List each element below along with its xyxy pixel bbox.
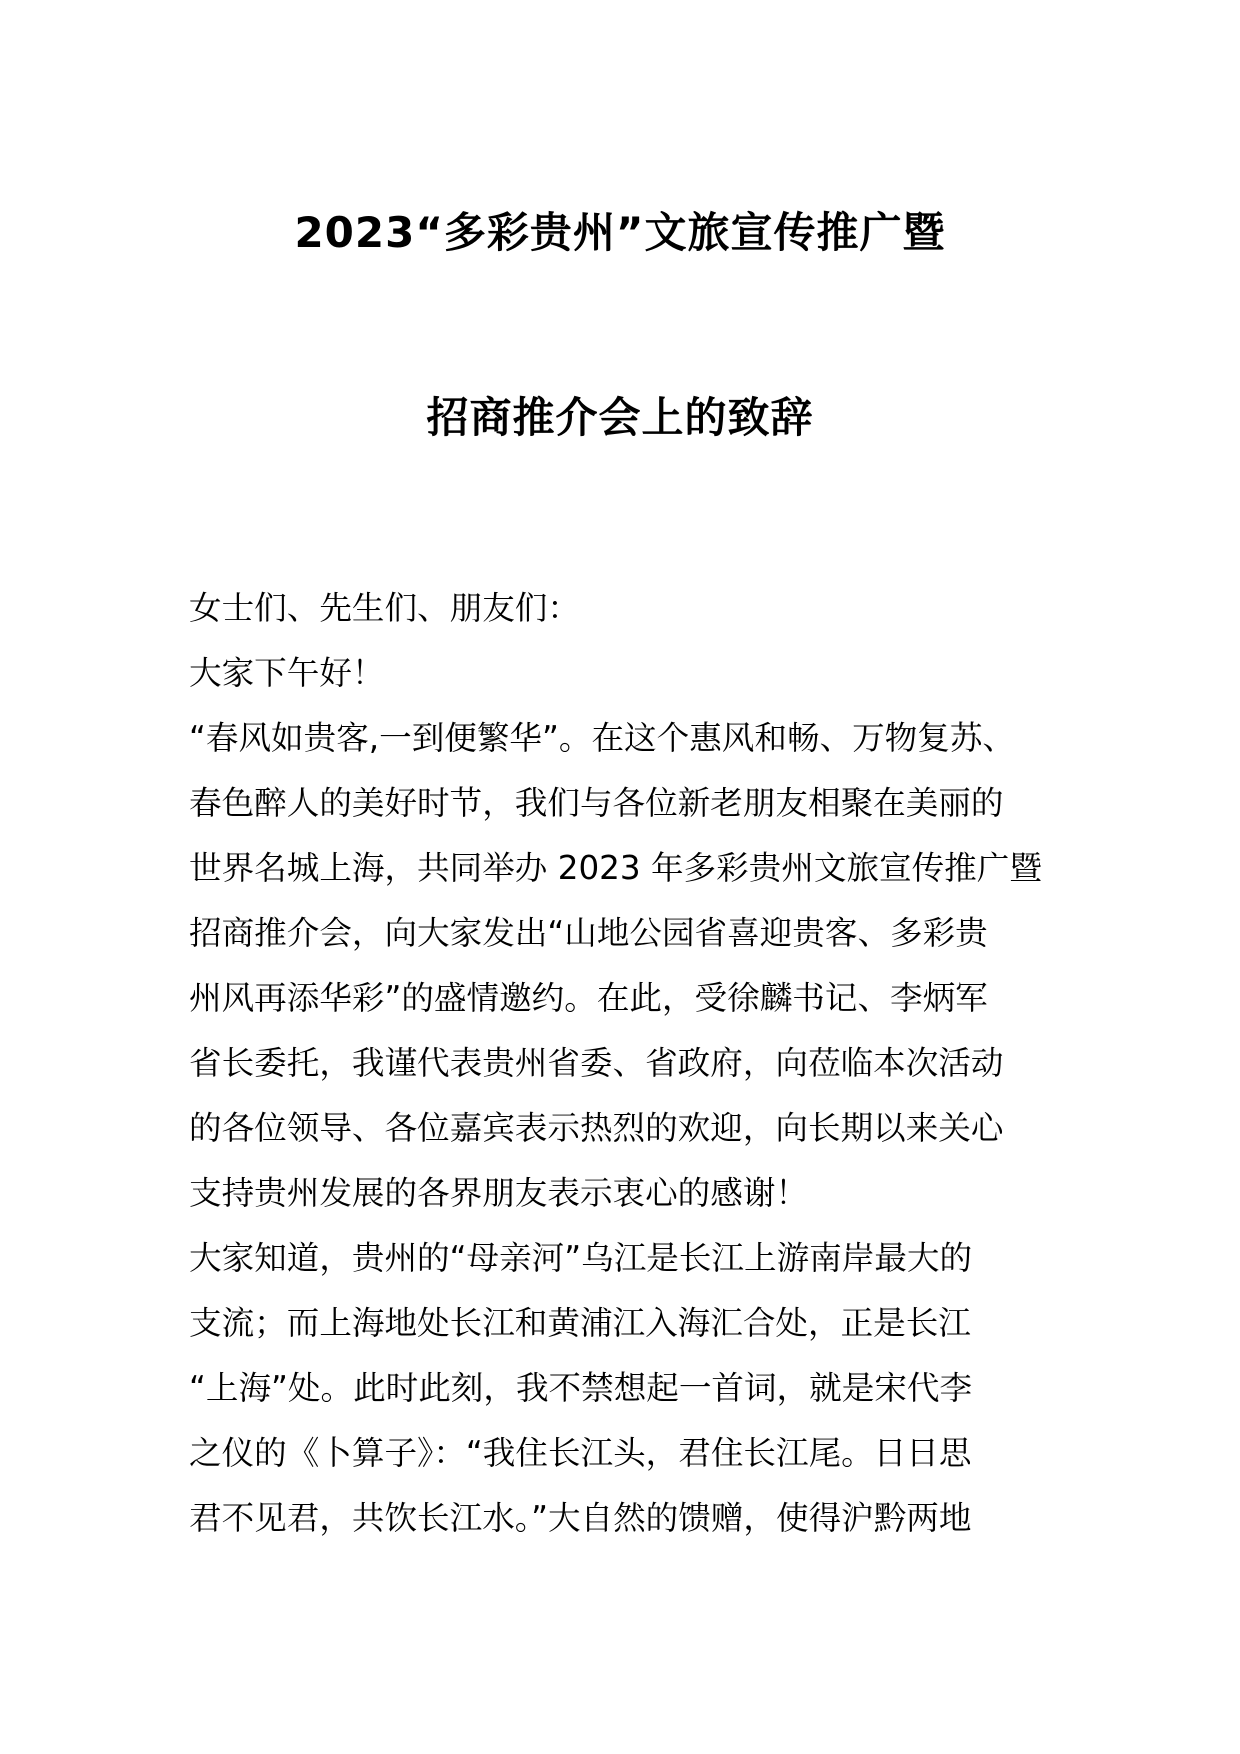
body-line: “春风如贵客,一到便繁华”。在这个惠风和畅、万物复苏、 [189, 719, 1015, 757]
body-line: “上海”处。此时此刻，我不禁想起一首词，就是宋代李 [189, 1369, 973, 1407]
document-title-line-1: 2023“多彩贵州”文旅宣传推广暨 [294, 208, 946, 257]
document-body [189, 576, 1059, 1551]
body-line: 招商推介会，向大家发出“山地公园省喜迎贵客、多彩贵 [189, 914, 988, 952]
body-line: 的各位领导、各位嘉宾表示热烈的欢迎，向长期以来关心 [189, 1109, 1004, 1147]
body-line: 君不见君，共饮长江水。”大自然的馈赠，使得沪黔两地 [189, 1499, 972, 1537]
body-line: 女士们、先生们、朋友们： [189, 589, 580, 627]
body-line: 大家知道，贵州的“母亲河”乌江是长江上游南岸最大的 [189, 1239, 973, 1277]
body-line: 春色醉人的美好时节，我们与各位新老朋友相聚在美丽的 [189, 784, 1004, 822]
body-line: 之仪的《卜算子》：“我住长江头，君住长江尾。日日思 [189, 1434, 972, 1472]
body-line: 支持贵州发展的各界朋友表示衷心的感谢！ [189, 1174, 808, 1212]
document-title-line-2: 招商推介会上的致辞 [426, 393, 814, 442]
body-line: 世界名城上海，共同举办 2023 年多彩贵州文旅宣传推广暨 [189, 849, 1042, 887]
body-line: 州风再添华彩”的盛情邀约。在此，受徐麟书记、李炳军 [189, 979, 988, 1017]
body-line: 省长委托，我谨代表贵州省委、省政府，向莅临本次活动 [189, 1044, 1004, 1082]
body-line: 支流；而上海地处长江和黄浦江入海汇合处，正是长江 [189, 1304, 971, 1342]
body-line: 大家下午好！ [189, 654, 385, 692]
